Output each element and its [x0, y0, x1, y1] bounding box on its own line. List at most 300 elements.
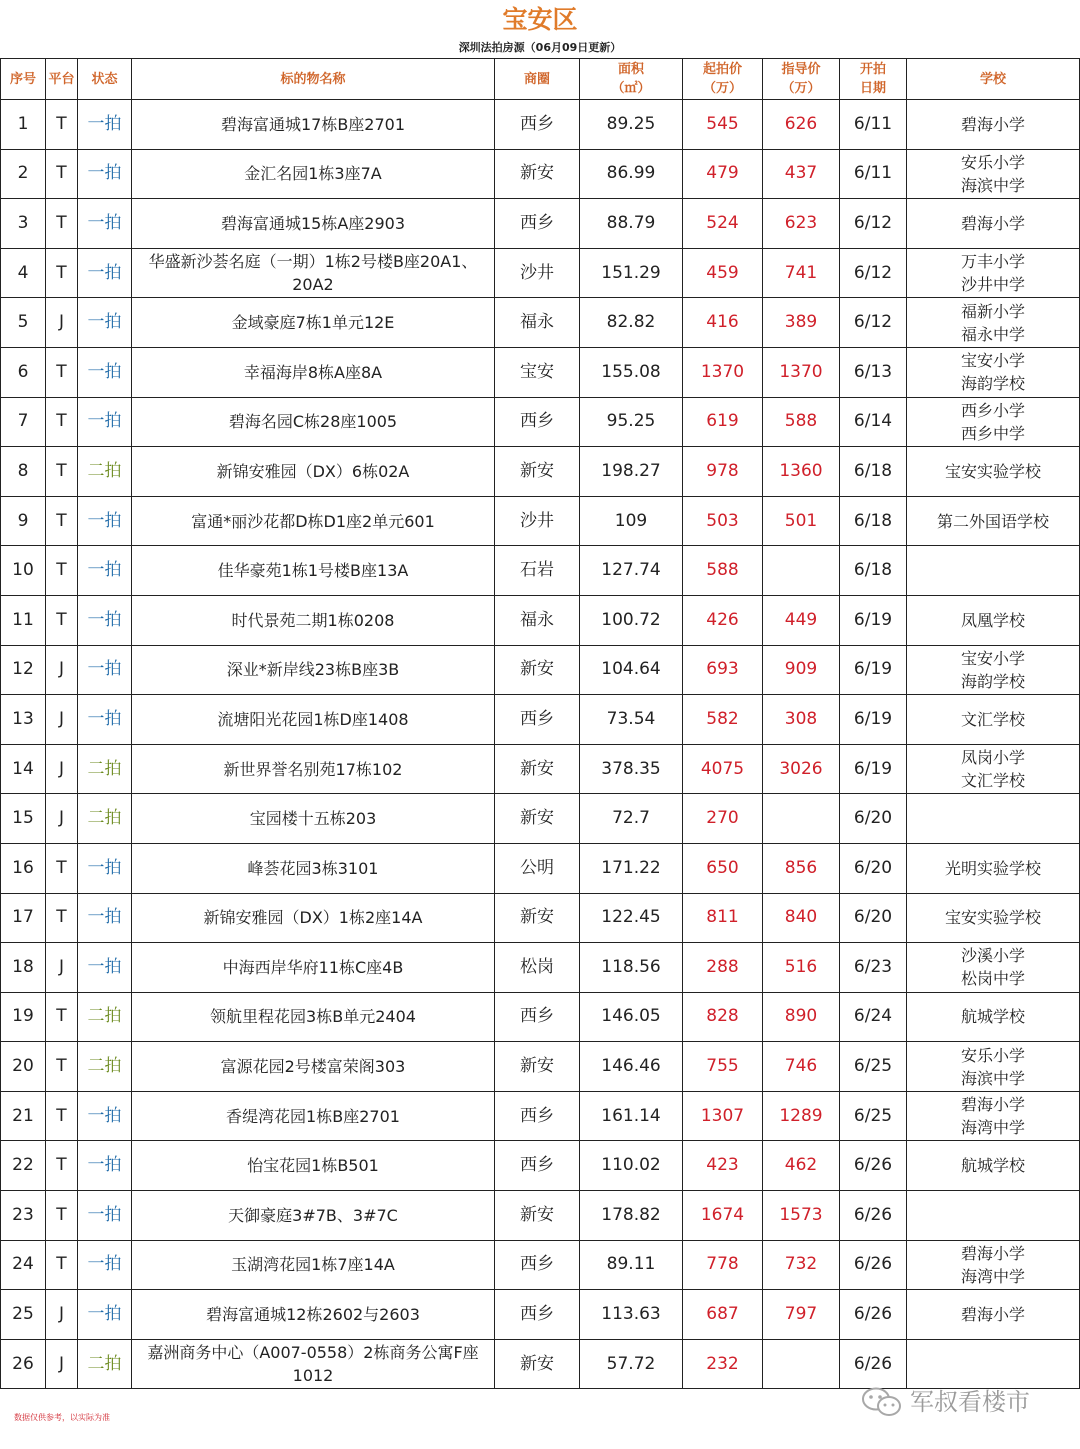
cell-area: 新安 [495, 645, 580, 695]
cell-date: 6/26 [840, 1141, 907, 1191]
page-title: 宝安区 [502, 5, 578, 34]
cell-school: 宝安小学 海韵学校 [907, 645, 1080, 695]
cell-no: 7 [1, 397, 46, 447]
cell-area: 新安 [495, 893, 580, 943]
cell-size: 146.46 [580, 1042, 683, 1092]
header-area: 商圈 [495, 59, 580, 100]
cell-start-price: 978 [683, 447, 763, 497]
header-platform: 平台 [46, 59, 78, 100]
cell-status: 一拍 [78, 1240, 132, 1290]
cell-date: 6/24 [840, 992, 907, 1042]
cell-guide-price: 389 [763, 298, 840, 348]
table-row [1, 447, 1080, 497]
cell-no: 5 [1, 298, 46, 348]
cell-size: 127.74 [580, 546, 683, 596]
cell-school: 凤凰学校 [907, 595, 1080, 645]
cell-school: 碧海小学 海湾中学 [907, 1091, 1080, 1141]
cell-status: 一拍 [78, 298, 132, 348]
cell-platform: T [46, 100, 78, 150]
cell-platform: J [46, 794, 78, 844]
cell-platform: T [46, 595, 78, 645]
cell-status: 二拍 [78, 1339, 132, 1389]
cell-area: 西乡 [495, 695, 580, 745]
cell-no: 1 [1, 100, 46, 150]
cell-guide-price: 856 [763, 843, 840, 893]
cell-size: 113.63 [580, 1290, 683, 1340]
cell-school: 安乐小学 海滨中学 [907, 1042, 1080, 1092]
table-row [1, 1042, 1080, 1092]
cell-date: 6/19 [840, 744, 907, 794]
cell-start-price: 828 [683, 992, 763, 1042]
cell-name: 金域豪庭7栋1单元12E [132, 298, 495, 348]
cell-no: 17 [1, 893, 46, 943]
cell-area: 宝安 [495, 347, 580, 397]
cell-status: 一拍 [78, 695, 132, 745]
cell-start-price: 811 [683, 893, 763, 943]
cell-platform: T [46, 1042, 78, 1092]
cell-start-price: 479 [683, 149, 763, 199]
cell-date: 6/20 [840, 794, 907, 844]
cell-platform: J [46, 1339, 78, 1389]
cell-school [907, 1339, 1080, 1389]
cell-start-price: 232 [683, 1339, 763, 1389]
header-status: 状态 [78, 59, 132, 100]
table-body [1, 100, 1080, 1389]
cell-size: 151.29 [580, 248, 683, 298]
cell-area: 新安 [495, 744, 580, 794]
cell-guide-price: 890 [763, 992, 840, 1042]
watermark-text: 军叔看楼市 [910, 1388, 1030, 1416]
cell-start-price: 588 [683, 546, 763, 596]
cell-start-price: 4075 [683, 744, 763, 794]
cell-name: 碧海名园C栋28座1005 [132, 397, 495, 447]
cell-date: 6/25 [840, 1042, 907, 1092]
cell-no: 15 [1, 794, 46, 844]
cell-name: 新世界誉名别苑17栋102 [132, 744, 495, 794]
table-row [1, 1191, 1080, 1241]
cell-name: 香缇湾花园1栋B座2701 [132, 1091, 495, 1141]
cell-date: 6/18 [840, 546, 907, 596]
table-row [1, 496, 1080, 546]
cell-status: 一拍 [78, 1191, 132, 1241]
cell-size: 95.25 [580, 397, 683, 447]
cell-name: 流塘阳光花园1栋D座1408 [132, 695, 495, 745]
cell-platform: T [46, 893, 78, 943]
cell-platform: J [46, 943, 78, 993]
cell-school [907, 794, 1080, 844]
cell-date: 6/12 [840, 298, 907, 348]
cell-platform: T [46, 248, 78, 298]
cell-guide-price: 741 [763, 248, 840, 298]
cell-name: 富通*丽沙花都D栋D1座2单元601 [132, 496, 495, 546]
header-guide-price: 指导价 （万） [763, 59, 840, 100]
listing-table [0, 58, 1080, 1389]
cell-size: 378.35 [580, 744, 683, 794]
cell-platform: J [46, 1290, 78, 1340]
cell-size: 73.54 [580, 695, 683, 745]
cell-date: 6/26 [840, 1240, 907, 1290]
cell-guide-price: 449 [763, 595, 840, 645]
cell-size: 161.14 [580, 1091, 683, 1141]
table-row [1, 1240, 1080, 1290]
cell-name: 新锦安雅园（DX）1栋2座14A [132, 893, 495, 943]
cell-no: 10 [1, 546, 46, 596]
cell-status: 一拍 [78, 843, 132, 893]
cell-guide-price: 588 [763, 397, 840, 447]
cell-no: 3 [1, 199, 46, 249]
watermark [860, 1384, 1060, 1420]
cell-guide-price [763, 546, 840, 596]
cell-school [907, 1191, 1080, 1241]
cell-area: 沙井 [495, 496, 580, 546]
cell-school: 宝安小学 海韵学校 [907, 347, 1080, 397]
cell-name: 峰荟花园3栋3101 [132, 843, 495, 893]
cell-school: 航城学校 [907, 992, 1080, 1042]
cell-area: 新安 [495, 1042, 580, 1092]
cell-no: 23 [1, 1191, 46, 1241]
cell-date: 6/26 [840, 1290, 907, 1340]
cell-no: 19 [1, 992, 46, 1042]
cell-area: 新安 [495, 794, 580, 844]
cell-guide-price: 462 [763, 1141, 840, 1191]
cell-status: 一拍 [78, 199, 132, 249]
cell-status: 一拍 [78, 496, 132, 546]
cell-area: 西乡 [495, 1141, 580, 1191]
header-start-price: 起拍价 （万） [683, 59, 763, 100]
cell-guide-price: 1573 [763, 1191, 840, 1241]
cell-platform: T [46, 843, 78, 893]
cell-start-price: 687 [683, 1290, 763, 1340]
cell-size: 171.22 [580, 843, 683, 893]
cell-no: 18 [1, 943, 46, 993]
cell-date: 6/25 [840, 1091, 907, 1141]
cell-size: 118.56 [580, 943, 683, 993]
cell-school: 第二外国语学校 [907, 496, 1080, 546]
cell-name: 怡宝花园1栋B501 [132, 1141, 495, 1191]
cell-status: 一拍 [78, 347, 132, 397]
cell-guide-price: 1370 [763, 347, 840, 397]
cell-date: 6/18 [840, 496, 907, 546]
table-row [1, 347, 1080, 397]
cell-name: 佳华豪苑1栋1号楼B座13A [132, 546, 495, 596]
page-subtitle: 深圳法拍房源（06月09日更新） [458, 41, 622, 54]
cell-school: 万丰小学 沙井中学 [907, 248, 1080, 298]
cell-platform: T [46, 1141, 78, 1191]
cell-status: 一拍 [78, 1141, 132, 1191]
cell-name: 新锦安雅园（DX）6栋02A [132, 447, 495, 497]
cell-status: 一拍 [78, 1290, 132, 1340]
cell-start-price: 619 [683, 397, 763, 447]
cell-guide-price: 840 [763, 893, 840, 943]
cell-guide-price: 308 [763, 695, 840, 745]
table-row [1, 1091, 1080, 1141]
cell-platform: T [46, 1240, 78, 1290]
footnote: 数据仅供参考，以实际为准 [14, 1413, 110, 1422]
cell-platform: T [46, 546, 78, 596]
cell-school: 碧海小学 [907, 100, 1080, 150]
table-row [1, 645, 1080, 695]
cell-size: 100.72 [580, 595, 683, 645]
header-size: 面积 （㎡） [580, 59, 683, 100]
cell-name: 嘉洲商务中心（A007-0558）2栋商务公寓F座 1012 [132, 1339, 495, 1389]
cell-size: 57.72 [580, 1339, 683, 1389]
cell-size: 89.11 [580, 1240, 683, 1290]
cell-no: 20 [1, 1042, 46, 1092]
cell-status: 一拍 [78, 595, 132, 645]
cell-date: 6/20 [840, 843, 907, 893]
cell-school: 安乐小学 海滨中学 [907, 149, 1080, 199]
cell-area: 沙井 [495, 248, 580, 298]
header-date: 开拍 日期 [840, 59, 907, 100]
cell-status: 一拍 [78, 893, 132, 943]
table-row [1, 397, 1080, 447]
cell-start-price: 778 [683, 1240, 763, 1290]
cell-start-price: 755 [683, 1042, 763, 1092]
cell-area: 西乡 [495, 1240, 580, 1290]
cell-platform: T [46, 1091, 78, 1141]
cell-guide-price: 1289 [763, 1091, 840, 1141]
cell-platform: T [46, 992, 78, 1042]
cell-guide-price: 909 [763, 645, 840, 695]
cell-no: 26 [1, 1339, 46, 1389]
cell-start-price: 650 [683, 843, 763, 893]
cell-size: 88.79 [580, 199, 683, 249]
table-row [1, 248, 1080, 298]
cell-status: 一拍 [78, 1091, 132, 1141]
table-row [1, 1339, 1080, 1389]
cell-area: 新安 [495, 149, 580, 199]
header-no: 序号 [1, 59, 46, 100]
cell-date: 6/13 [840, 347, 907, 397]
table-row [1, 843, 1080, 893]
cell-guide-price: 1360 [763, 447, 840, 497]
cell-start-price: 1370 [683, 347, 763, 397]
cell-no: 2 [1, 149, 46, 199]
cell-area: 西乡 [495, 1091, 580, 1141]
cell-name: 碧海富通城17栋B座2701 [132, 100, 495, 150]
table-row [1, 298, 1080, 348]
cell-platform: J [46, 298, 78, 348]
cell-start-price: 545 [683, 100, 763, 150]
cell-start-price: 459 [683, 248, 763, 298]
cell-name: 天御豪庭3#7B、3#7C [132, 1191, 495, 1241]
cell-area: 新安 [495, 1339, 580, 1389]
cell-area: 西乡 [495, 100, 580, 150]
cell-guide-price: 501 [763, 496, 840, 546]
cell-name: 中海西岸华府11栋C座4B [132, 943, 495, 993]
cell-size: 146.05 [580, 992, 683, 1042]
cell-platform: T [46, 347, 78, 397]
cell-status: 二拍 [78, 992, 132, 1042]
cell-start-price: 693 [683, 645, 763, 695]
cell-name: 碧海富通城12栋2602与2603 [132, 1290, 495, 1340]
table-row [1, 100, 1080, 150]
cell-area: 石岩 [495, 546, 580, 596]
cell-start-price: 270 [683, 794, 763, 844]
table-row [1, 893, 1080, 943]
cell-name: 领航里程花园3栋B单元2404 [132, 992, 495, 1042]
cell-name: 玉湖湾花园1栋7座14A [132, 1240, 495, 1290]
cell-size: 86.99 [580, 149, 683, 199]
cell-platform: T [46, 149, 78, 199]
cell-no: 25 [1, 1290, 46, 1340]
cell-guide-price: 746 [763, 1042, 840, 1092]
cell-guide-price: 626 [763, 100, 840, 150]
cell-status: 一拍 [78, 100, 132, 150]
cell-area: 西乡 [495, 992, 580, 1042]
cell-start-price: 1674 [683, 1191, 763, 1241]
table-row [1, 794, 1080, 844]
cell-start-price: 1307 [683, 1091, 763, 1141]
cell-date: 6/26 [840, 1191, 907, 1241]
cell-platform: T [46, 447, 78, 497]
cell-name: 碧海富通城15栋A座2903 [132, 199, 495, 249]
cell-size: 122.45 [580, 893, 683, 943]
cell-start-price: 423 [683, 1141, 763, 1191]
cell-no: 6 [1, 347, 46, 397]
table-row [1, 546, 1080, 596]
cell-area: 新安 [495, 447, 580, 497]
header-name: 标的物名称 [132, 59, 495, 100]
cell-no: 14 [1, 744, 46, 794]
cell-start-price: 524 [683, 199, 763, 249]
cell-name: 宝园楼十五栋203 [132, 794, 495, 844]
cell-area: 福永 [495, 298, 580, 348]
cell-size: 72.7 [580, 794, 683, 844]
cell-no: 4 [1, 248, 46, 298]
cell-platform: T [46, 397, 78, 447]
cell-date: 6/11 [840, 149, 907, 199]
cell-size: 104.64 [580, 645, 683, 695]
table-row [1, 943, 1080, 993]
cell-school: 福新小学 福永中学 [907, 298, 1080, 348]
wechat-icon [860, 1386, 904, 1418]
cell-school: 宝安实验学校 [907, 447, 1080, 497]
cell-guide-price: 516 [763, 943, 840, 993]
cell-date: 6/19 [840, 695, 907, 745]
cell-date: 6/26 [840, 1339, 907, 1389]
cell-name: 金汇名园1栋3座7A [132, 149, 495, 199]
cell-no: 9 [1, 496, 46, 546]
cell-no: 24 [1, 1240, 46, 1290]
cell-size: 110.02 [580, 1141, 683, 1191]
cell-no: 11 [1, 595, 46, 645]
cell-date: 6/19 [840, 645, 907, 695]
cell-school: 凤岗小学 文汇学校 [907, 744, 1080, 794]
cell-guide-price [763, 794, 840, 844]
cell-school: 碧海小学 [907, 1290, 1080, 1340]
table-row [1, 149, 1080, 199]
cell-start-price: 288 [683, 943, 763, 993]
cell-date: 6/14 [840, 397, 907, 447]
cell-school: 碧海小学 海湾中学 [907, 1240, 1080, 1290]
cell-size: 155.08 [580, 347, 683, 397]
cell-status: 一拍 [78, 546, 132, 596]
cell-date: 6/20 [840, 893, 907, 943]
cell-platform: J [46, 695, 78, 745]
cell-status: 一拍 [78, 943, 132, 993]
cell-platform: T [46, 199, 78, 249]
cell-guide-price: 437 [763, 149, 840, 199]
cell-date: 6/12 [840, 199, 907, 249]
table-row [1, 1290, 1080, 1340]
cell-no: 21 [1, 1091, 46, 1141]
cell-guide-price [763, 1339, 840, 1389]
cell-name: 幸福海岸8栋A座8A [132, 347, 495, 397]
cell-school [907, 546, 1080, 596]
cell-date: 6/12 [840, 248, 907, 298]
cell-start-price: 416 [683, 298, 763, 348]
cell-status: 二拍 [78, 1042, 132, 1092]
table-row [1, 992, 1080, 1042]
cell-start-price: 426 [683, 595, 763, 645]
cell-date: 6/11 [840, 100, 907, 150]
cell-area: 西乡 [495, 397, 580, 447]
cell-area: 新安 [495, 1191, 580, 1241]
cell-status: 二拍 [78, 794, 132, 844]
cell-school: 文汇学校 [907, 695, 1080, 745]
cell-status: 二拍 [78, 447, 132, 497]
cell-size: 89.25 [580, 100, 683, 150]
cell-school: 宝安实验学校 [907, 893, 1080, 943]
cell-platform: J [46, 744, 78, 794]
table-header-row [1, 59, 1080, 100]
cell-size: 178.82 [580, 1191, 683, 1241]
cell-date: 6/23 [840, 943, 907, 993]
cell-name: 华盛新沙荟名庭（一期）1栋2号楼B座20A1、 20A2 [132, 248, 495, 298]
cell-no: 8 [1, 447, 46, 497]
cell-no: 13 [1, 695, 46, 745]
cell-school: 沙溪小学 松岗中学 [907, 943, 1080, 993]
cell-area: 公明 [495, 843, 580, 893]
table-row [1, 1141, 1080, 1191]
cell-platform: T [46, 1191, 78, 1241]
cell-guide-price: 732 [763, 1240, 840, 1290]
cell-no: 12 [1, 645, 46, 695]
table-row [1, 199, 1080, 249]
cell-start-price: 582 [683, 695, 763, 745]
cell-school: 西乡小学 西乡中学 [907, 397, 1080, 447]
cell-area: 西乡 [495, 199, 580, 249]
header-school: 学校 [907, 59, 1080, 100]
cell-no: 16 [1, 843, 46, 893]
cell-guide-price: 797 [763, 1290, 840, 1340]
cell-size: 198.27 [580, 447, 683, 497]
cell-date: 6/18 [840, 447, 907, 497]
table-row [1, 695, 1080, 745]
cell-name: 深业*新岸线23栋B座3B [132, 645, 495, 695]
cell-status: 一拍 [78, 397, 132, 447]
cell-name: 时代景苑二期1栋0208 [132, 595, 495, 645]
cell-size: 82.82 [580, 298, 683, 348]
cell-area: 西乡 [495, 1290, 580, 1340]
cell-school: 碧海小学 [907, 199, 1080, 249]
cell-status: 一拍 [78, 149, 132, 199]
title-block [0, 0, 1080, 58]
cell-name: 富源花园2号楼富荣阁303 [132, 1042, 495, 1092]
cell-area: 福永 [495, 595, 580, 645]
cell-area: 松岗 [495, 943, 580, 993]
cell-guide-price: 623 [763, 199, 840, 249]
cell-school: 航城学校 [907, 1141, 1080, 1191]
cell-status: 二拍 [78, 744, 132, 794]
cell-no: 22 [1, 1141, 46, 1191]
cell-size: 109 [580, 496, 683, 546]
cell-start-price: 503 [683, 496, 763, 546]
cell-date: 6/19 [840, 595, 907, 645]
cell-status: 一拍 [78, 645, 132, 695]
cell-platform: T [46, 496, 78, 546]
